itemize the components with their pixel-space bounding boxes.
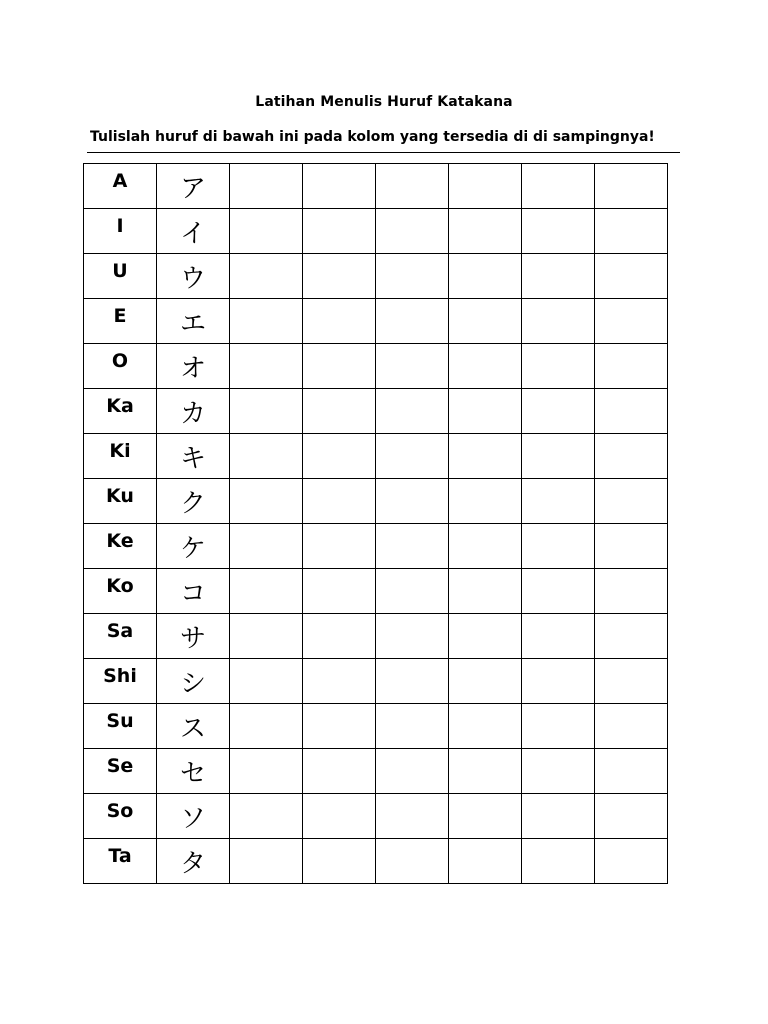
instruction-underline xyxy=(87,152,680,153)
table-row xyxy=(84,524,668,569)
katakana-cell: サ xyxy=(157,614,230,659)
practice-blank-cell xyxy=(522,569,595,614)
practice-blank-cell xyxy=(522,524,595,569)
practice-blank-cell xyxy=(449,254,522,299)
practice-blank-cell xyxy=(449,209,522,254)
practice-blank-cell xyxy=(230,389,303,434)
practice-blank-cell xyxy=(522,614,595,659)
practice-blank-cell xyxy=(449,389,522,434)
practice-blank-cell xyxy=(595,614,668,659)
practice-blank-cell xyxy=(376,164,449,209)
practice-blank-cell xyxy=(376,749,449,794)
table-row xyxy=(84,389,668,434)
katakana-cell: ウ xyxy=(157,254,230,299)
practice-blank-cell xyxy=(522,164,595,209)
practice-blank-cell xyxy=(230,569,303,614)
practice-blank-cell xyxy=(449,659,522,704)
katakana-cell: シ xyxy=(157,659,230,704)
romaji-cell: So xyxy=(84,794,157,839)
practice-blank-cell xyxy=(376,569,449,614)
table-row xyxy=(84,569,668,614)
practice-blank-cell xyxy=(303,839,376,884)
katakana-cell: エ xyxy=(157,299,230,344)
katakana-cell: セ xyxy=(157,749,230,794)
practice-blank-cell xyxy=(449,749,522,794)
practice-blank-cell xyxy=(522,749,595,794)
table-row xyxy=(84,164,668,209)
practice-blank-cell xyxy=(449,524,522,569)
practice-blank-cell xyxy=(303,434,376,479)
practice-blank-cell xyxy=(230,614,303,659)
romaji-cell: Se xyxy=(84,749,157,794)
romaji-cell: Su xyxy=(84,704,157,749)
practice-blank-cell xyxy=(595,434,668,479)
table-row xyxy=(84,344,668,389)
practice-blank-cell xyxy=(595,524,668,569)
practice-blank-cell xyxy=(376,479,449,524)
practice-blank-cell xyxy=(449,344,522,389)
practice-blank-cell xyxy=(230,794,303,839)
practice-blank-cell xyxy=(303,344,376,389)
katakana-cell: ス xyxy=(157,704,230,749)
practice-blank-cell xyxy=(595,164,668,209)
practice-blank-cell xyxy=(230,704,303,749)
practice-blank-cell xyxy=(376,704,449,749)
practice-blank-cell xyxy=(595,344,668,389)
practice-blank-cell xyxy=(595,254,668,299)
practice-blank-cell xyxy=(595,839,668,884)
practice-blank-cell xyxy=(376,299,449,344)
katakana-cell: ソ xyxy=(157,794,230,839)
katakana-practice-table xyxy=(83,163,668,884)
practice-blank-cell xyxy=(376,389,449,434)
practice-blank-cell xyxy=(303,704,376,749)
practice-blank-cell xyxy=(230,164,303,209)
practice-blank-cell xyxy=(230,254,303,299)
practice-blank-cell xyxy=(595,479,668,524)
romaji-cell: U xyxy=(84,254,157,299)
practice-blank-cell xyxy=(449,794,522,839)
table-row xyxy=(84,659,668,704)
practice-blank-cell xyxy=(522,839,595,884)
katakana-cell: ケ xyxy=(157,524,230,569)
table-row xyxy=(84,479,668,524)
table-row xyxy=(84,434,668,479)
practice-blank-cell xyxy=(303,749,376,794)
practice-blank-cell xyxy=(449,479,522,524)
romaji-cell: Sa xyxy=(84,614,157,659)
practice-blank-cell xyxy=(376,254,449,299)
practice-blank-cell xyxy=(449,614,522,659)
worksheet-title: Latihan Menulis Huruf Katakana xyxy=(255,94,513,110)
practice-blank-cell xyxy=(230,524,303,569)
practice-blank-cell xyxy=(449,839,522,884)
romaji-cell: Ko xyxy=(84,569,157,614)
katakana-cell: キ xyxy=(157,434,230,479)
practice-blank-cell xyxy=(230,434,303,479)
practice-blank-cell xyxy=(449,434,522,479)
katakana-cell: カ xyxy=(157,389,230,434)
practice-blank-cell xyxy=(595,749,668,794)
katakana-cell: ク xyxy=(157,479,230,524)
romaji-cell: E xyxy=(84,299,157,344)
practice-blank-cell xyxy=(449,164,522,209)
table-row xyxy=(84,704,668,749)
romaji-cell: Ta xyxy=(84,839,157,884)
practice-blank-cell xyxy=(522,299,595,344)
practice-blank-cell xyxy=(376,659,449,704)
practice-blank-cell xyxy=(522,434,595,479)
table-row xyxy=(84,299,668,344)
practice-blank-cell xyxy=(230,839,303,884)
practice-blank-cell xyxy=(303,524,376,569)
practice-blank-cell xyxy=(303,299,376,344)
practice-blank-cell xyxy=(376,209,449,254)
katakana-cell: オ xyxy=(157,344,230,389)
practice-blank-cell xyxy=(376,344,449,389)
practice-blank-cell xyxy=(303,569,376,614)
practice-blank-cell xyxy=(522,254,595,299)
practice-blank-cell xyxy=(522,389,595,434)
practice-blank-cell xyxy=(230,299,303,344)
romaji-cell: O xyxy=(84,344,157,389)
practice-blank-cell xyxy=(449,569,522,614)
katakana-cell: ア xyxy=(157,164,230,209)
practice-blank-cell xyxy=(230,344,303,389)
romaji-cell: Ku xyxy=(84,479,157,524)
practice-blank-cell xyxy=(303,389,376,434)
practice-blank-cell xyxy=(595,569,668,614)
katakana-cell: タ xyxy=(157,839,230,884)
table-row xyxy=(84,839,668,884)
table-row xyxy=(84,749,668,794)
practice-blank-cell xyxy=(595,659,668,704)
practice-blank-cell xyxy=(595,389,668,434)
practice-blank-cell xyxy=(595,704,668,749)
table-row xyxy=(84,209,668,254)
practice-blank-cell xyxy=(522,794,595,839)
romaji-cell: Shi xyxy=(84,659,157,704)
practice-blank-cell xyxy=(230,749,303,794)
practice-blank-cell xyxy=(303,614,376,659)
practice-blank-cell xyxy=(522,344,595,389)
practice-blank-cell xyxy=(303,164,376,209)
practice-table-body xyxy=(84,164,668,884)
practice-blank-cell xyxy=(376,794,449,839)
practice-blank-cell xyxy=(376,614,449,659)
practice-blank-cell xyxy=(230,659,303,704)
practice-blank-cell xyxy=(303,254,376,299)
katakana-cell: コ xyxy=(157,569,230,614)
practice-blank-cell xyxy=(230,479,303,524)
practice-blank-cell xyxy=(522,209,595,254)
practice-blank-cell xyxy=(303,659,376,704)
practice-blank-cell xyxy=(376,524,449,569)
practice-blank-cell xyxy=(595,209,668,254)
practice-blank-cell xyxy=(522,704,595,749)
practice-blank-cell xyxy=(522,659,595,704)
katakana-cell: イ xyxy=(157,209,230,254)
practice-blank-cell xyxy=(376,839,449,884)
practice-blank-cell xyxy=(522,479,595,524)
romaji-cell: I xyxy=(84,209,157,254)
practice-blank-cell xyxy=(449,299,522,344)
table-row xyxy=(84,794,668,839)
practice-blank-cell xyxy=(230,209,303,254)
practice-blank-cell xyxy=(303,794,376,839)
practice-blank-cell xyxy=(303,209,376,254)
romaji-cell: Ke xyxy=(84,524,157,569)
practice-blank-cell xyxy=(595,299,668,344)
practice-blank-cell xyxy=(449,704,522,749)
worksheet-instruction: Tulislah huruf di bawah ini pada kolom yang tersedia di di sampingnya! xyxy=(90,129,655,145)
practice-blank-cell xyxy=(376,434,449,479)
practice-blank-cell xyxy=(303,479,376,524)
romaji-cell: A xyxy=(84,164,157,209)
romaji-cell: Ka xyxy=(84,389,157,434)
romaji-cell: Ki xyxy=(84,434,157,479)
table-row xyxy=(84,254,668,299)
practice-blank-cell xyxy=(595,794,668,839)
table-row xyxy=(84,614,668,659)
